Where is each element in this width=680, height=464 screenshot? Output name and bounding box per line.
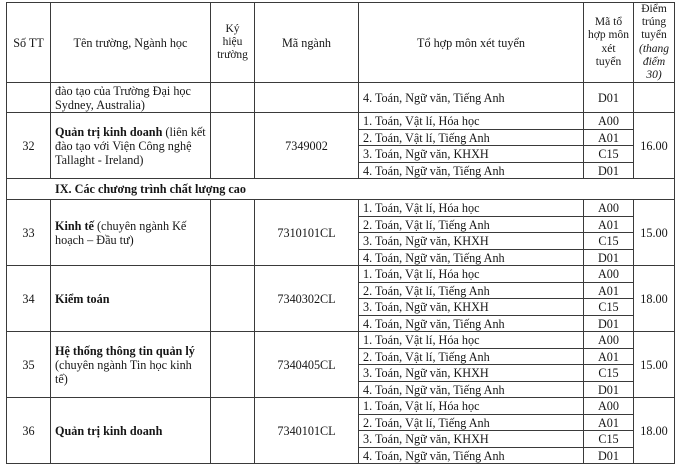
cell-combination-code: A01	[584, 129, 634, 146]
major-name-bold: Kiểm toán	[55, 291, 110, 306]
cell-major-name	[51, 332, 211, 398]
cell-combination: 1. Toán, Vật lí, Hóa học	[359, 266, 584, 283]
major-name-bold: Hệ thống thông tin quản lý	[55, 343, 195, 358]
cell-combination: 2. Toán, Vật lí, Tiếng Anh	[359, 216, 584, 233]
cell-combination-code: C15	[584, 365, 634, 382]
section-row	[7, 179, 675, 200]
cell-combination: 4. Toán, Ngữ văn, Tiếng Anh	[359, 447, 584, 464]
cell-combination: 4. Toán, Ngữ văn, Tiếng Anh	[359, 249, 584, 266]
cell-stt: 36	[7, 398, 51, 464]
table-row	[7, 266, 675, 283]
cell-combination: 3. Toán, Ngữ văn, KHXH	[359, 233, 584, 250]
major-name-bold: Quản trị kinh doanh	[55, 124, 163, 139]
cell-symbol-empty	[211, 200, 255, 266]
cell-major-name	[51, 398, 211, 464]
cell-code-empty	[255, 83, 359, 113]
cell-combination-code: C15	[584, 146, 634, 163]
cell-combination: 1. Toán, Vật lí, Hóa học	[359, 332, 584, 349]
cell-major-code: 7340405CL	[255, 332, 359, 398]
cell-stt: 34	[7, 266, 51, 332]
cell-combination: 2. Toán, Vật lí, Tiếng Anh	[359, 414, 584, 431]
cell-combination-code: D01	[584, 381, 634, 398]
cell-combination-code: A00	[584, 113, 634, 130]
cell-combination: 3. Toán, Ngữ văn, KHXH	[359, 365, 584, 382]
cell-major-code: 7340302CL	[255, 266, 359, 332]
table-row	[7, 332, 675, 349]
admission-table-page	[6, 2, 674, 463]
header-combination: Tổ hợp môn xét tuyển	[359, 3, 584, 83]
table-row	[7, 113, 675, 130]
cell-name-continuation: đào tạo của Trường Đại học Sydney, Australia)	[51, 83, 211, 113]
cell-combination: 3. Toán, Ngữ văn, KHXH	[359, 431, 584, 448]
cell-symbol-empty	[211, 266, 255, 332]
cell-combination-code: A00	[584, 332, 634, 349]
cell-combination-code: D01	[584, 83, 634, 113]
cell-combination: 4. Toán, Ngữ văn, Tiếng Anh	[359, 83, 584, 113]
cell-major-code: 7340101CL	[255, 398, 359, 464]
cell-score: 15.00	[634, 200, 675, 266]
cell-combination: 3. Toán, Ngữ văn, KHXH	[359, 299, 584, 316]
cell-major-name	[51, 266, 211, 332]
header-stt: Số TT	[7, 3, 51, 83]
table-row-continuation	[7, 83, 675, 113]
table-row	[7, 398, 675, 415]
cell-score: 15.00	[634, 332, 675, 398]
cell-combination-code: D01	[584, 315, 634, 332]
cell-combination-code: C15	[584, 233, 634, 250]
header-name: Tên trường, Ngành học	[51, 3, 211, 83]
cell-combination-code: C15	[584, 431, 634, 448]
cell-stt-empty	[7, 83, 51, 113]
cell-combination-code: A01	[584, 414, 634, 431]
header-major-code: Mã ngành	[255, 3, 359, 83]
cell-combination: 1. Toán, Vật lí, Hóa học	[359, 200, 584, 217]
cell-symbol-empty	[211, 113, 255, 179]
cell-combination: 2. Toán, Vật lí, Tiếng Anh	[359, 282, 584, 299]
cell-stt: 35	[7, 332, 51, 398]
section-title-text: IX. Các chương trình chất lượng cao	[55, 182, 246, 197]
cell-combination-code: C15	[584, 299, 634, 316]
cell-combination: 3. Toán, Ngữ văn, KHXH	[359, 146, 584, 163]
major-name-detail: (chuyên ngành Kế hoạch – Đầu tư)	[55, 218, 187, 247]
cell-score: 16.00	[634, 113, 675, 179]
section-title	[7, 179, 675, 200]
cell-major-code: 7349002	[255, 113, 359, 179]
cell-combination-code: D01	[584, 249, 634, 266]
cell-combination: 4. Toán, Ngữ văn, Tiếng Anh	[359, 381, 584, 398]
cell-major-name	[51, 113, 211, 179]
header-combination-code: Mã tổ hợp môn xét tuyển	[584, 3, 634, 83]
major-name-bold: Kinh tế	[55, 218, 94, 233]
cell-major-name	[51, 200, 211, 266]
cell-symbol-empty	[211, 332, 255, 398]
cell-combination-code: A01	[584, 348, 634, 365]
cell-score-empty	[634, 83, 675, 113]
header-score-label: Điểm trúng tuyển	[641, 3, 667, 42]
cell-combination: 4. Toán, Ngữ văn, Tiếng Anh	[359, 162, 584, 179]
cell-combination-code: A01	[584, 282, 634, 299]
header-score	[634, 3, 675, 83]
cell-combination-code: A00	[584, 398, 634, 415]
cell-combination-code: D01	[584, 162, 634, 179]
admission-score-table	[6, 2, 675, 464]
cell-score: 18.00	[634, 398, 675, 464]
cell-combination-code: A01	[584, 216, 634, 233]
major-name-bold: Quản trị kinh doanh	[55, 423, 163, 438]
table-row	[7, 200, 675, 217]
cell-combination-code: A00	[584, 266, 634, 283]
table-header-row	[7, 3, 675, 83]
cell-symbol-empty	[211, 398, 255, 464]
cell-symbol-empty	[211, 83, 255, 113]
cell-major-code: 7310101CL	[255, 200, 359, 266]
cell-combination: 1. Toán, Vật lí, Hóa học	[359, 398, 584, 415]
major-name-detail: (liên kết đào tạo với Viện Công nghệ Tallaght - Ireland)	[55, 124, 206, 167]
header-score-scale: (thang điểm 30)	[638, 42, 670, 82]
cell-score: 18.00	[634, 266, 675, 332]
cell-combination: 2. Toán, Vật lí, Tiếng Anh	[359, 348, 584, 365]
cell-combination: 1. Toán, Vật lí, Hóa học	[359, 113, 584, 130]
cell-combination: 2. Toán, Vật lí, Tiếng Anh	[359, 129, 584, 146]
cell-combination: 4. Toán, Ngữ văn, Tiếng Anh	[359, 315, 584, 332]
major-name-detail: (chuyên ngành Tin học kinh tế)	[55, 357, 192, 386]
cell-combination-code: A00	[584, 200, 634, 217]
cell-combination-code: D01	[584, 447, 634, 464]
cell-stt: 33	[7, 200, 51, 266]
header-school-symbol: Ký hiệu trường	[211, 3, 255, 83]
cell-stt: 32	[7, 113, 51, 179]
